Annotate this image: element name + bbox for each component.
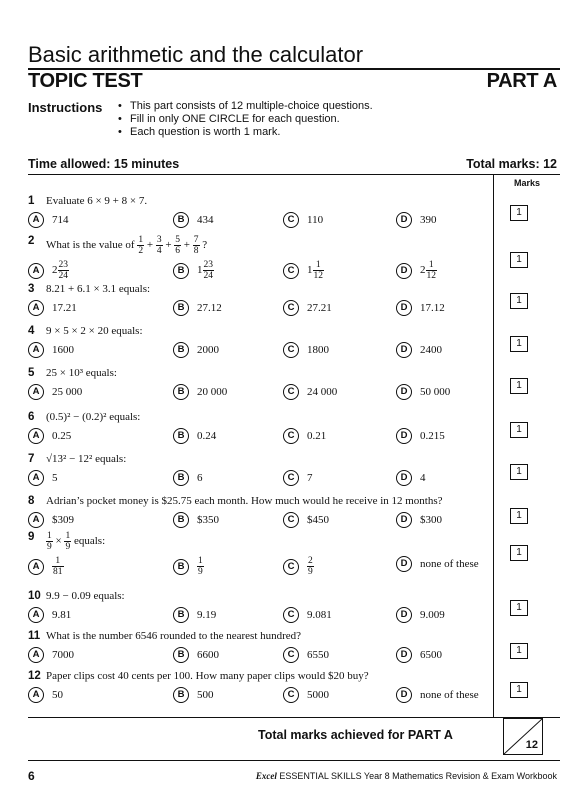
answer-bubble[interactable]: B — [173, 470, 189, 486]
question-stem — [28, 367, 488, 381]
fraction-denominator: 24 — [203, 271, 213, 281]
answer-options — [28, 260, 488, 284]
answer-bubble[interactable]: A — [28, 300, 44, 316]
question-stem — [28, 325, 488, 339]
answer-bubble[interactable]: A — [28, 212, 44, 228]
answer-bubble[interactable]: C — [283, 428, 299, 444]
fraction — [52, 556, 64, 577]
question-stem — [28, 630, 488, 644]
option-text: 0.21 — [307, 430, 327, 442]
option-text: 5000 — [307, 689, 329, 701]
option-text: 1800 — [307, 344, 329, 356]
option-d[interactable] — [396, 300, 445, 316]
answer-options — [28, 342, 488, 360]
answer-options — [28, 687, 488, 705]
fraction-numerator: 1 — [138, 235, 144, 245]
mixed-whole: 2 — [420, 264, 426, 277]
question-number: 3 — [28, 283, 35, 295]
answer-bubble[interactable]: B — [173, 300, 189, 316]
option-d[interactable] — [396, 687, 479, 703]
answer-options — [28, 384, 488, 402]
fraction-denominator: 9 — [198, 567, 203, 577]
question-text: Adrian’s pocket money is $25.75 each month. How much would he receive in 12 months? — [46, 495, 443, 507]
mixed-whole: 1 — [197, 264, 203, 277]
question-text: Evaluate 6 × 9 + 8 × 7. — [46, 195, 148, 207]
question-4 — [28, 325, 488, 360]
option-text: 714 — [52, 214, 69, 226]
brand-logo: Excel — [255, 771, 277, 781]
fraction-numerator: 1 — [426, 260, 438, 271]
option-text: 500 — [197, 689, 214, 701]
option-text: 0.215 — [420, 430, 445, 442]
option-text: 9.009 — [420, 609, 445, 621]
option-a[interactable] — [28, 260, 69, 281]
answer-bubble[interactable]: A — [28, 647, 44, 663]
question-text: Paper clips cost 40 cents per 100. How many paper clips would $20 buy? — [46, 670, 369, 682]
fraction-denominator: 24 — [58, 271, 68, 281]
fraction-numerator: 1 — [198, 556, 203, 566]
mark-box[interactable]: 1 — [510, 422, 528, 438]
option-a[interactable] — [28, 384, 82, 400]
operator: ? — [199, 239, 208, 252]
mark-box[interactable]: 1 — [510, 464, 528, 480]
answer-options — [28, 300, 488, 318]
fraction — [46, 531, 53, 552]
option-text: 9.081 — [307, 609, 332, 621]
option-c[interactable] — [283, 647, 329, 663]
option-a[interactable] — [28, 687, 63, 703]
fraction-denominator: 12 — [313, 271, 323, 281]
option-text: 7 — [307, 472, 313, 484]
option-text: 9.81 — [52, 609, 72, 621]
option-text: 25 000 — [52, 386, 83, 398]
mark-box[interactable]: 1 — [510, 293, 528, 309]
option-c[interactable] — [283, 556, 314, 577]
answer-bubble[interactable]: B — [173, 428, 189, 444]
fraction-numerator: 23 — [58, 260, 68, 270]
fraction-denominator: 8 — [193, 246, 199, 256]
question-number: 1 — [28, 195, 35, 207]
option-text: 20 000 — [197, 386, 228, 398]
answer-bubble[interactable]: C — [283, 647, 299, 663]
option-text — [307, 556, 314, 577]
total-marks: Total marks: 12 — [466, 157, 557, 171]
question-stem — [28, 590, 488, 604]
option-c[interactable] — [283, 260, 324, 281]
option-c[interactable] — [283, 342, 329, 358]
answer-options — [28, 212, 488, 230]
fraction-numerator: 5 — [175, 235, 181, 245]
option-a[interactable] — [28, 556, 64, 577]
instructions-list — [118, 100, 373, 139]
option-c[interactable] — [283, 428, 326, 444]
answer-bubble[interactable]: D — [396, 342, 412, 358]
option-c[interactable] — [283, 384, 337, 400]
option-text: 17.12 — [420, 302, 445, 314]
answer-bubble[interactable]: C — [283, 687, 299, 703]
question-stem — [28, 411, 488, 425]
mark-box[interactable]: 1 — [510, 205, 528, 221]
question-number: 2 — [28, 235, 35, 247]
instructions-label: Instructions — [28, 100, 103, 115]
question-text: 25 × 10³ equals: — [46, 367, 117, 379]
question-11 — [28, 630, 488, 665]
option-text: 17.21 — [52, 302, 77, 314]
operator: + — [162, 239, 175, 252]
question-stem — [28, 670, 488, 684]
answer-bubble[interactable]: C — [283, 470, 299, 486]
question-12 — [28, 670, 488, 705]
option-c[interactable] — [283, 212, 323, 228]
question-2 — [28, 235, 488, 284]
answer-bubble[interactable]: D — [396, 470, 412, 486]
fraction-denominator: 9 — [65, 542, 71, 552]
option-text: 27.21 — [307, 302, 332, 314]
option-text: 2000 — [197, 344, 219, 356]
operator: + — [144, 239, 156, 252]
option-a[interactable] — [28, 342, 74, 358]
answer-bubble[interactable]: A — [28, 428, 44, 444]
option-d[interactable] — [396, 647, 442, 663]
option-text: 390 — [420, 214, 437, 226]
option-b[interactable] — [173, 512, 219, 528]
option-b[interactable] — [173, 342, 219, 358]
fraction — [313, 260, 325, 281]
question-number: 12 — [28, 670, 41, 682]
answer-bubble[interactable]: C — [283, 607, 299, 623]
mark-box[interactable]: 1 — [510, 378, 528, 394]
option-text: 0.24 — [197, 430, 217, 442]
option-d[interactable] — [396, 342, 442, 358]
question-6 — [28, 411, 488, 446]
answer-bubble[interactable]: A — [28, 559, 44, 575]
option-a[interactable] — [28, 212, 69, 228]
fraction-numerator: 2 — [308, 556, 313, 566]
instruction-item: • This part consists of 12 multiple-choice questions. — [118, 100, 373, 113]
section-divider — [28, 174, 560, 175]
fraction-numerator: 1 — [313, 260, 325, 271]
fraction — [203, 260, 215, 281]
fraction-numerator: 1 — [52, 556, 64, 567]
answer-bubble[interactable]: C — [283, 512, 299, 528]
answer-bubble[interactable]: B — [173, 212, 189, 228]
marks-header: Marks — [513, 178, 540, 188]
answer-bubble[interactable]: A — [28, 263, 44, 279]
option-text: 0.25 — [52, 430, 72, 442]
option-b[interactable] — [173, 687, 214, 703]
mark-box[interactable]: 1 — [510, 682, 528, 698]
fraction — [426, 260, 438, 281]
fraction-numerator: 23 — [203, 260, 213, 270]
question-text — [46, 531, 105, 552]
option-a[interactable] — [28, 647, 74, 663]
question-stem — [28, 235, 488, 257]
operator: + — [181, 239, 193, 252]
answer-bubble[interactable]: D — [396, 212, 412, 228]
option-text: 50 000 — [420, 386, 451, 398]
book-title: ESSENTIAL SKILLS Year 8 Mathematics Revision & Exam Workbook — [279, 771, 557, 781]
answer-bubble[interactable]: B — [173, 384, 189, 400]
option-b[interactable] — [173, 260, 214, 281]
option-text: $350 — [197, 514, 219, 526]
mark-box[interactable]: 1 — [510, 508, 528, 524]
option-a[interactable] — [28, 300, 77, 316]
answer-bubble[interactable]: D — [396, 384, 412, 400]
fraction-denominator: 6 — [175, 246, 181, 256]
total-divider — [28, 717, 560, 718]
option-text: 24 000 — [307, 386, 338, 398]
footer-divider — [28, 760, 560, 761]
time-allowed: Time allowed: 15 minutes — [28, 157, 180, 171]
option-b[interactable] — [173, 607, 216, 623]
question-3 — [28, 283, 488, 318]
answer-bubble[interactable]: B — [173, 263, 189, 279]
instruction-item: • Each question is worth 1 mark. — [118, 126, 373, 139]
question-number: 11 — [28, 630, 41, 642]
answer-bubble[interactable]: A — [28, 384, 44, 400]
option-text: 1600 — [52, 344, 74, 356]
question-number: 9 — [28, 531, 35, 543]
option-text: 27.12 — [197, 302, 222, 314]
chapter-title: Basic arithmetic and the calculator — [28, 42, 364, 67]
option-b[interactable] — [173, 556, 204, 577]
option-text: $309 — [52, 514, 74, 526]
fraction-denominator: 4 — [156, 246, 162, 256]
question-number: 5 — [28, 367, 35, 379]
option-text: none of these — [420, 558, 479, 570]
answer-bubble[interactable]: B — [173, 512, 189, 528]
marks-column-divider — [493, 174, 494, 717]
fraction-denominator: 9 — [47, 542, 52, 552]
option-text: 9.19 — [197, 609, 217, 621]
option-d[interactable] — [396, 512, 442, 528]
question-text: What is the number 6546 rounded to the nearest hundred? — [46, 630, 302, 642]
answer-bubble[interactable]: B — [173, 647, 189, 663]
option-c[interactable] — [283, 607, 332, 623]
fraction-numerator: 7 — [193, 235, 199, 245]
option-b[interactable] — [173, 212, 214, 228]
question-text: 8.21 + 6.1 × 3.1 equals: — [46, 283, 151, 295]
option-text — [52, 260, 69, 281]
option-d[interactable] — [396, 384, 450, 400]
option-a[interactable] — [28, 470, 58, 486]
question-number: 7 — [28, 453, 35, 465]
answer-bubble[interactable]: B — [173, 687, 189, 703]
option-text — [307, 260, 324, 281]
question-text: √13² − 12² equals: — [46, 453, 127, 465]
fraction — [58, 260, 70, 281]
option-b[interactable] — [173, 428, 216, 444]
question-10 — [28, 590, 488, 625]
total-box-value: 12 — [525, 739, 538, 751]
question-5 — [28, 367, 488, 402]
option-c[interactable] — [283, 470, 313, 486]
answer-bubble[interactable]: A — [28, 342, 44, 358]
option-c[interactable] — [283, 687, 329, 703]
option-text — [197, 260, 214, 281]
answer-bubble[interactable]: D — [396, 428, 412, 444]
fraction-denominator: 81 — [53, 567, 63, 577]
answer-bubble[interactable]: C — [283, 300, 299, 316]
option-a[interactable] — [28, 428, 71, 444]
mark-box[interactable]: 1 — [510, 643, 528, 659]
mark-box[interactable]: 1 — [510, 252, 528, 268]
option-text: 50 — [52, 689, 63, 701]
fraction-denominator: 2 — [138, 246, 144, 256]
option-text: $300 — [420, 514, 442, 526]
mark-box[interactable]: 1 — [510, 336, 528, 352]
option-b[interactable] — [173, 470, 203, 486]
question-number: 8 — [28, 495, 35, 507]
answer-bubble[interactable]: C — [283, 212, 299, 228]
answer-bubble[interactable]: D — [396, 647, 412, 663]
answer-bubble[interactable]: A — [28, 607, 44, 623]
answer-bubble[interactable]: D — [396, 687, 412, 703]
answer-options — [28, 647, 488, 665]
option-text: 4 — [420, 472, 426, 484]
question-8 — [28, 495, 488, 530]
fraction-numerator: 1 — [65, 531, 71, 541]
fraction-numerator: 3 — [156, 235, 162, 245]
option-c[interactable] — [283, 300, 332, 316]
option-text: 110 — [307, 214, 324, 226]
mark-box[interactable]: 1 — [510, 600, 528, 616]
answer-bubble[interactable]: C — [283, 342, 299, 358]
fraction — [193, 235, 200, 256]
answer-options — [28, 556, 488, 580]
question-text: 9 × 5 × 2 × 20 equals: — [46, 325, 143, 337]
option-text: $450 — [307, 514, 329, 526]
fraction — [197, 556, 204, 577]
answer-bubble[interactable]: D — [396, 300, 412, 316]
question-number: 4 — [28, 325, 35, 337]
fraction — [307, 556, 314, 577]
mixed-whole: 2 — [52, 264, 58, 277]
option-c[interactable] — [283, 512, 329, 528]
question-7 — [28, 453, 488, 488]
option-text — [420, 260, 437, 281]
option-b[interactable] — [173, 384, 227, 400]
question-1 — [28, 195, 488, 230]
answer-options — [28, 428, 488, 446]
operator: × — [52, 535, 65, 548]
question-stem — [28, 283, 488, 297]
option-d[interactable] — [396, 470, 426, 486]
fraction — [156, 235, 163, 256]
option-a[interactable] — [28, 512, 74, 528]
option-text: 7000 — [52, 649, 74, 661]
mixed-whole: 1 — [307, 264, 313, 277]
option-b[interactable] — [173, 647, 219, 663]
mark-box[interactable]: 1 — [510, 545, 528, 561]
topic-test-heading: TOPIC TEST — [28, 70, 143, 92]
question-number: 6 — [28, 411, 35, 423]
option-b[interactable] — [173, 300, 222, 316]
question-stem — [28, 531, 488, 553]
instruction-item: • Fill in only ONE CIRCLE for each question. — [118, 113, 373, 126]
answer-bubble[interactable]: D — [396, 512, 412, 528]
question-text: 9.9 − 0.09 equals: — [46, 590, 125, 602]
answer-options — [28, 512, 488, 530]
answer-bubble[interactable]: D — [396, 607, 412, 623]
answer-bubble[interactable]: A — [28, 512, 44, 528]
book-footer — [256, 771, 557, 781]
option-text — [197, 556, 204, 577]
option-text: 2400 — [420, 344, 442, 356]
fraction-numerator: 1 — [47, 531, 52, 541]
question-text-lead: What is the value of — [46, 239, 135, 252]
option-text: 434 — [197, 214, 214, 226]
answer-bubble[interactable]: D — [396, 556, 412, 572]
question-9 — [28, 531, 488, 580]
option-d[interactable] — [396, 428, 445, 444]
question-stem — [28, 453, 488, 467]
option-text: 6500 — [420, 649, 442, 661]
total-achieved-label: Total marks achieved for PART A — [258, 728, 453, 742]
option-text: 6550 — [307, 649, 329, 661]
question-number: 10 — [28, 590, 41, 602]
fraction-denominator: 9 — [308, 567, 313, 577]
answer-bubble[interactable]: D — [396, 263, 412, 279]
answer-bubble[interactable]: B — [173, 607, 189, 623]
answer-bubble[interactable]: B — [173, 559, 189, 575]
option-text: none of these — [420, 689, 479, 701]
option-a[interactable] — [28, 607, 71, 623]
option-text — [52, 556, 64, 577]
part-heading: PART A — [486, 70, 557, 92]
question-text — [46, 235, 207, 256]
answer-bubble[interactable]: C — [283, 263, 299, 279]
question-stem — [28, 195, 488, 209]
question-text: (0.5)² − (0.2)² equals: — [46, 411, 141, 423]
answer-bubble[interactable]: B — [173, 342, 189, 358]
option-text: 6600 — [197, 649, 219, 661]
total-marks-box[interactable] — [503, 718, 543, 755]
answer-bubble[interactable]: A — [28, 687, 44, 703]
page-number: 6 — [28, 769, 35, 783]
answer-bubble[interactable]: C — [283, 559, 299, 575]
answer-bubble[interactable]: C — [283, 384, 299, 400]
question-stem — [28, 495, 488, 509]
option-d[interactable] — [396, 260, 437, 281]
option-d[interactable] — [396, 556, 479, 572]
option-d[interactable] — [396, 607, 445, 623]
answer-options — [28, 607, 488, 625]
option-text: 5 — [52, 472, 58, 484]
fraction-denominator: 12 — [426, 271, 436, 281]
answer-options — [28, 470, 488, 488]
option-d[interactable] — [396, 212, 437, 228]
answer-bubble[interactable]: A — [28, 470, 44, 486]
question-text-tail: equals: — [73, 535, 106, 548]
option-text: 6 — [197, 472, 203, 484]
